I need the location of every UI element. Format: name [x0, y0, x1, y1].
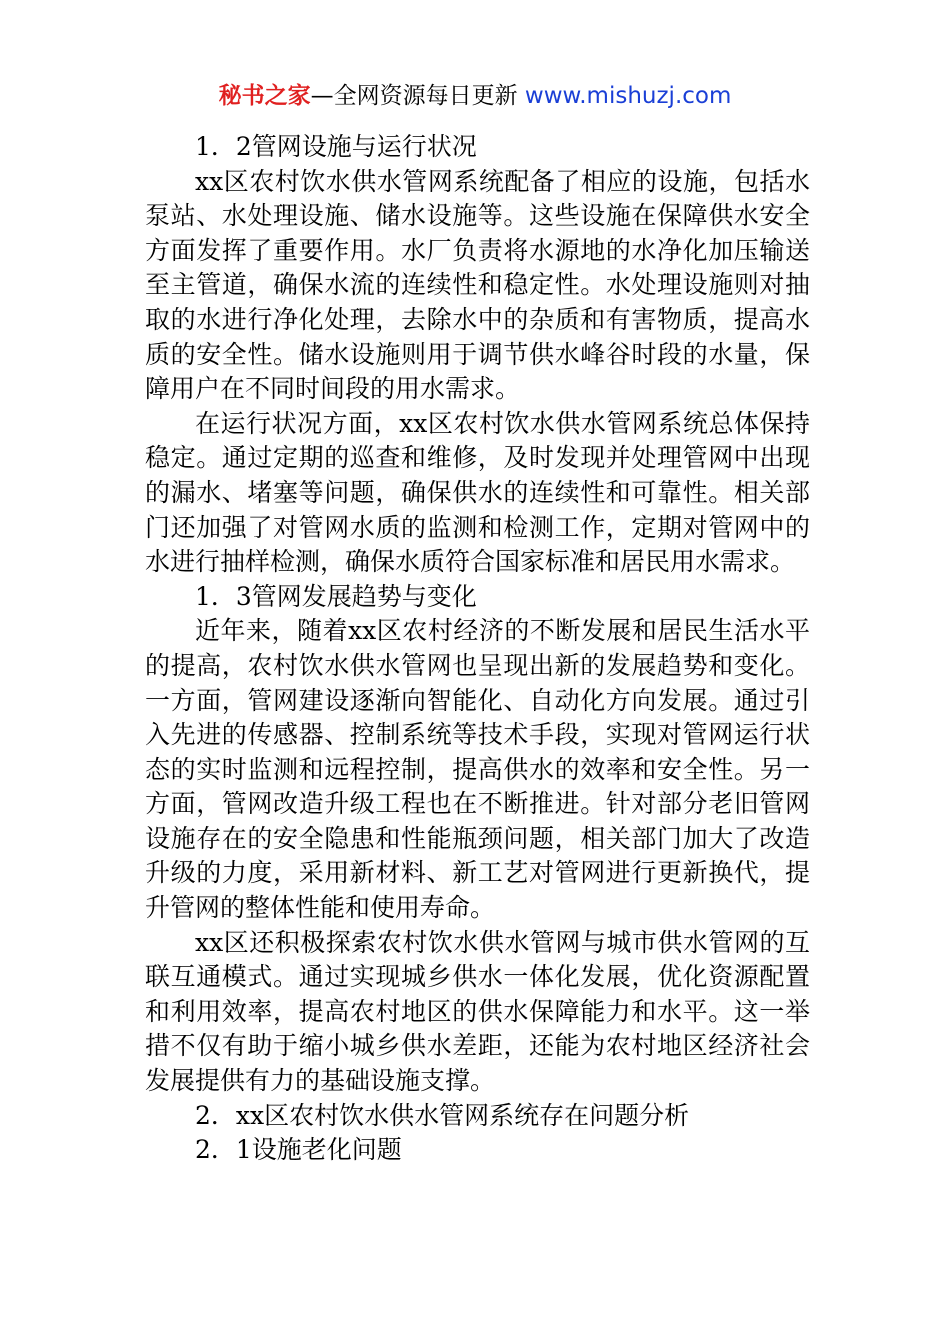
body-paragraph: 在运行状况方面，xx区农村饮水供水管网系统总体保持稳定。通过定期的巡查和维修，及时发现并处理管网中出现的漏水、堵塞等问题，确保供水的连续性和可靠性。相关部门还加强了对管网水质的监测和检测工作，定期对管网中的水进行抽样检测，确保水质符合国家标准和居民用水需求。: [145, 408, 810, 577]
body-paragraph: xx区还积极探索农村饮水供水管网与城市供水管网的互联互通模式。通过实现城乡供水一体化发展，优化资源配置和利用效率，提高农村地区的供水保障能力和水平。这一举措不仅有助于缩小城乡供水差距，还能为农村地区经济社会发展提供有力的基础设施支撑。: [145, 927, 810, 1096]
body-paragraph: xx区农村饮水供水管网系统配备了相应的设施，包括水泵站、水处理设施、储水设施等。这些设施在保障供水安全方面发挥了重要作用。水厂负责将水源地的水净化加压输送至主管道，确保水流的连续性和稳定性。水处理设施则对抽取的水进行净化处理，去除水中的杂质和有害物质，提高水质的安全性。储水设施则用于调节供水峰谷时段的水量，保障用户在不同时间段的用水需求。: [145, 166, 810, 404]
body-paragraph: 近年来，随着xx区农村经济的不断发展和居民生活水平的提高，农村饮水供水管网也呈现出新的发展趋势和变化。一方面，管网建设逐渐向智能化、自动化方向发展。通过引入先进的传感器、控制系统等技术手段，实现对管网运行状态的实时监测和远程控制，提高供水的效率和安全性。另一方面，管网改造升级工程也在不断推进。针对部分老旧管网设施存在的安全隐患和性能瓶颈问题，相关部门加大了改造升级的力度，采用新材料、新工艺对管网进行更新换代，提升管网的整体性能和使用寿命。: [145, 616, 810, 923]
site-url-link[interactable]: www.mishuzj.com: [524, 83, 732, 109]
site-brand: 秘书之家: [218, 83, 311, 109]
document-body: [145, 130, 810, 1168]
section-heading-2-1: 2．1设施老化问题: [195, 1135, 402, 1165]
section-heading-2: 2．xx区农村饮水供水管网系统存在问题分析: [195, 1100, 690, 1130]
section-heading-1-3: 1．3管网发展趋势与变化: [195, 581, 477, 611]
site-header: [0, 80, 950, 112]
site-tagline: —全网资源每日更新: [310, 83, 518, 109]
section-heading-1-2: 1．2管网设施与运行状况: [195, 132, 477, 161]
